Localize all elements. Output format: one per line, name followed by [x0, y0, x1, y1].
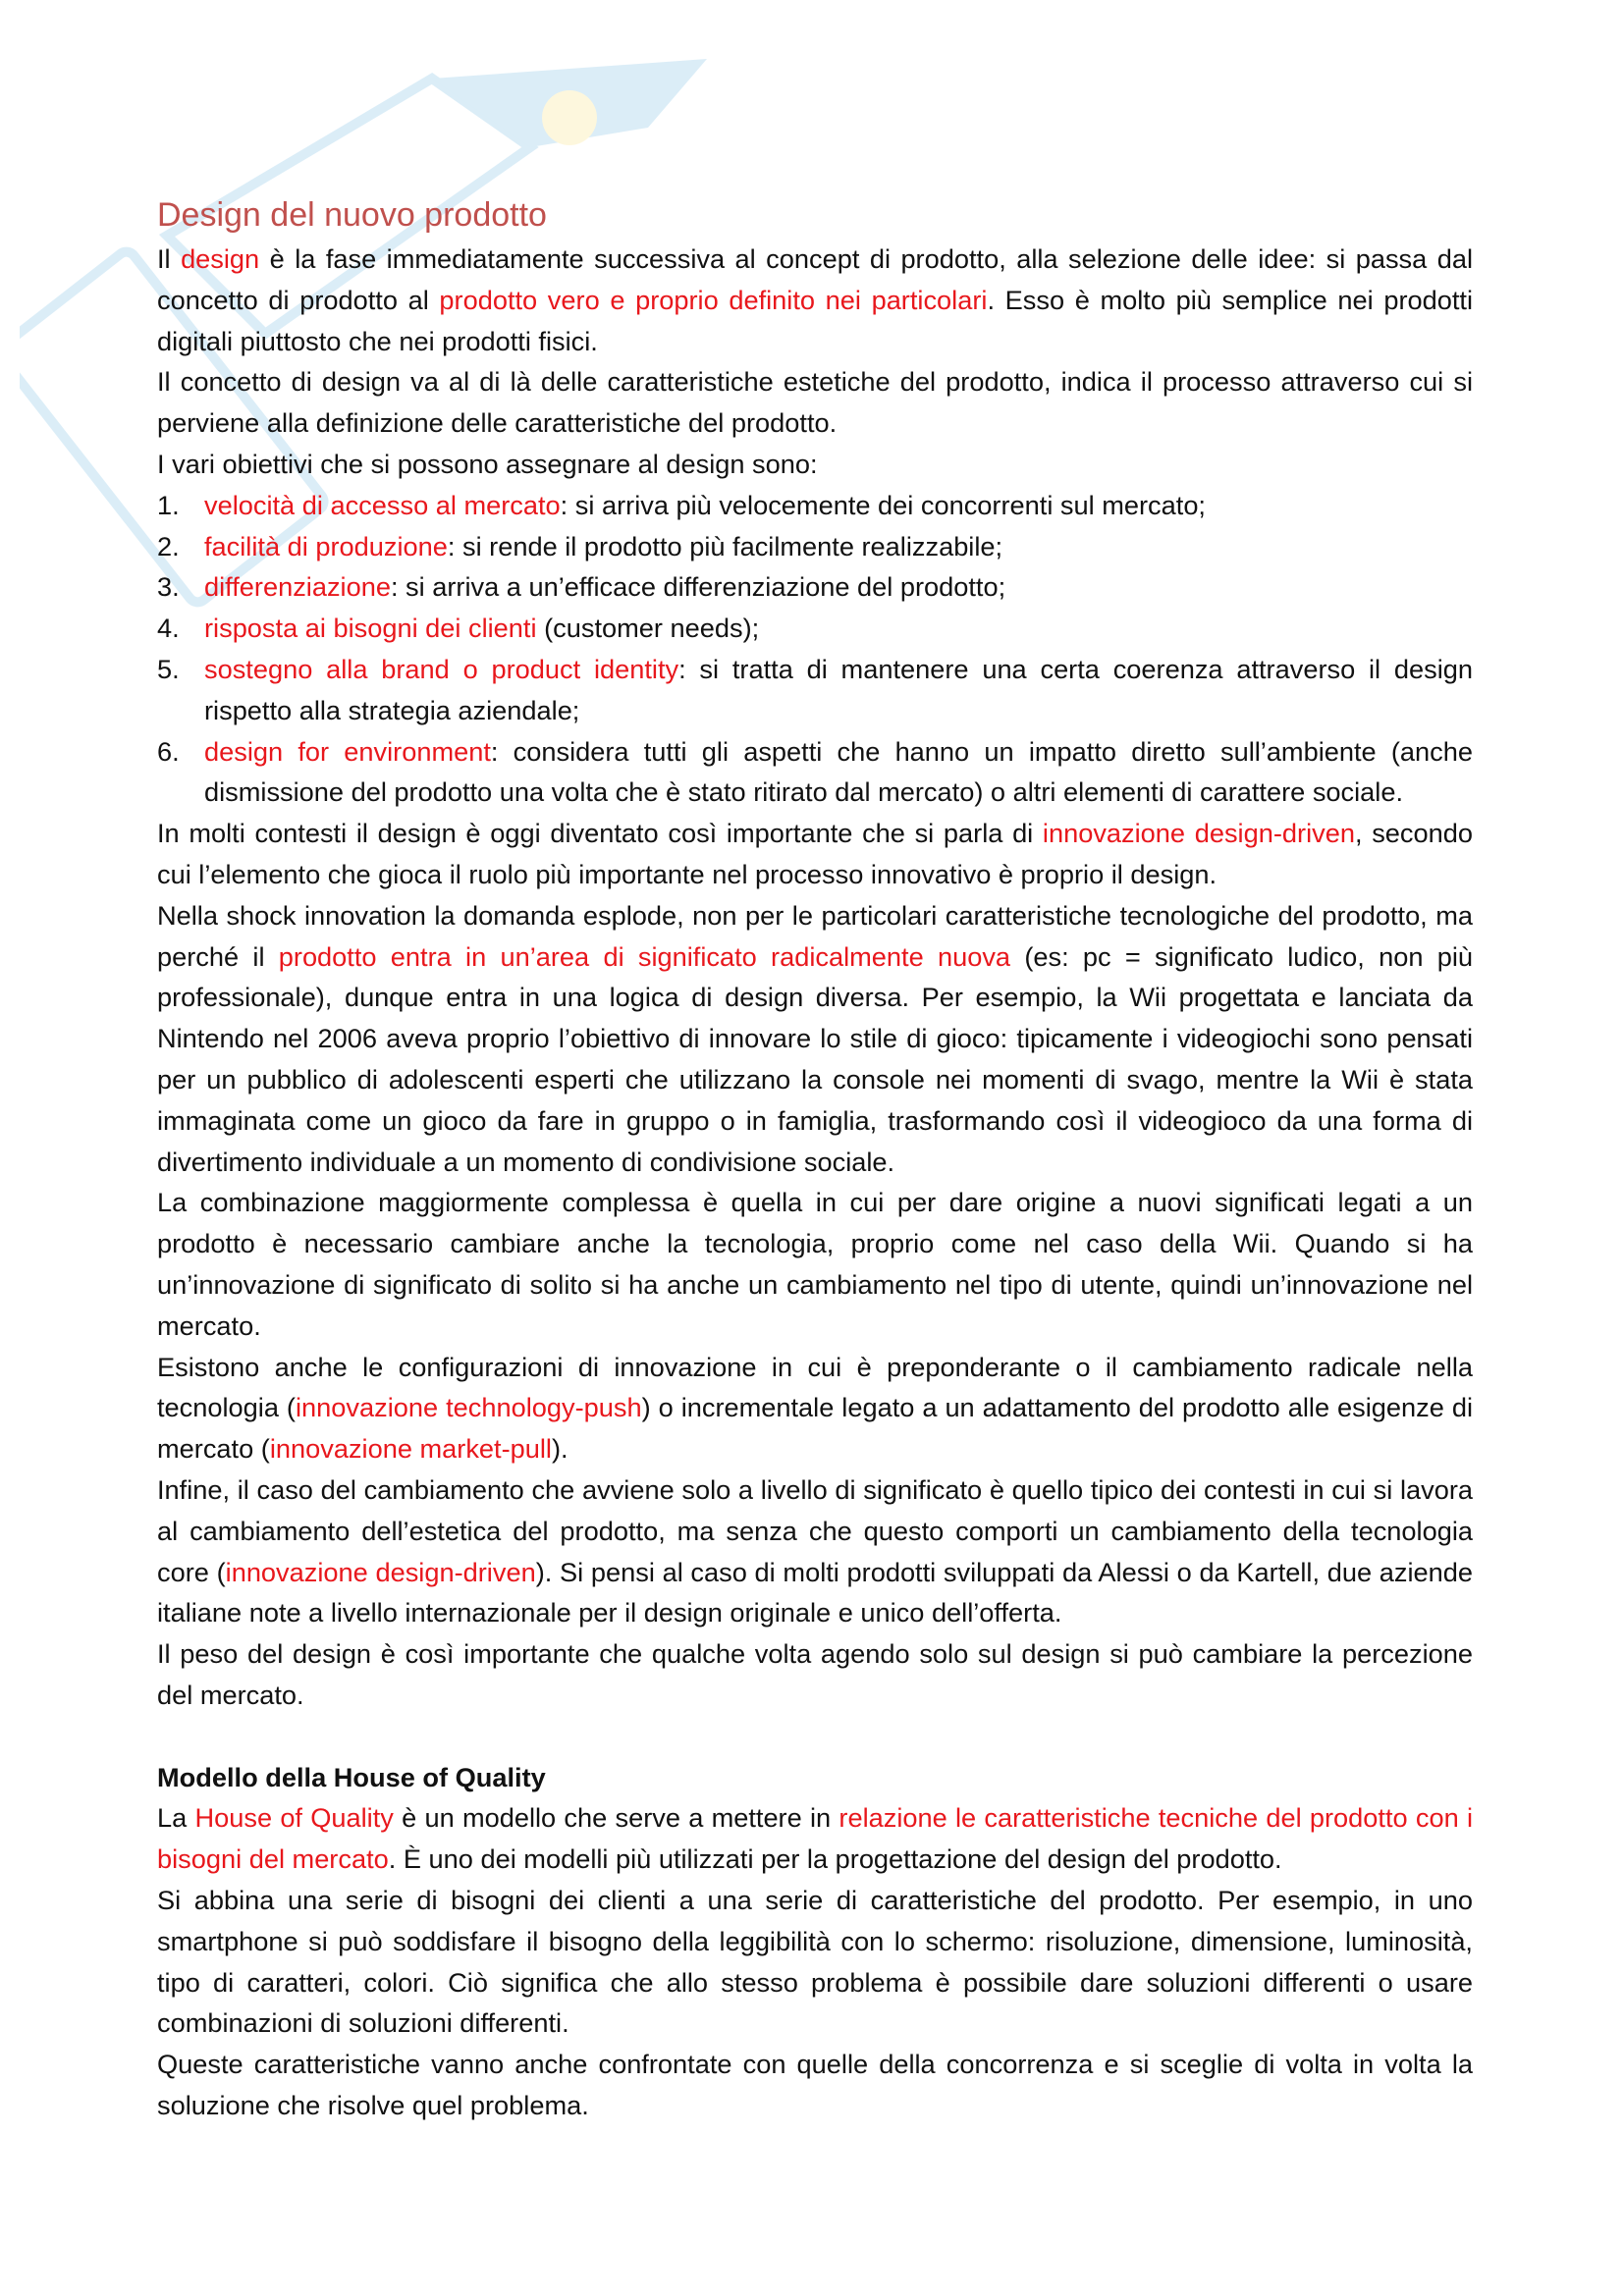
- text-run: . È uno dei modelli più utilizzati per la progettazione del design del prodotto.: [388, 1843, 1282, 1875]
- highlighted-term: innovazione market-pull: [269, 1433, 552, 1465]
- list-number: 3.: [157, 571, 180, 603]
- highlighted-term: prodotto entra in un’area di significato radicalmente nuova: [278, 940, 1011, 972]
- text-run: La: [157, 1802, 195, 1834]
- list-item: [157, 566, 1473, 608]
- text-run: è un modello che serve a mettere in: [393, 1802, 839, 1834]
- text-run: Il concetto di design va al di là delle caratteristiche estetiche del prodotto, indica il processo attraverso cui si perviene alla definizione delle caratteristiche del prodotto.: [157, 366, 1473, 439]
- paragraph: [157, 1797, 1473, 1880]
- list-item: [157, 526, 1473, 567]
- highlighted-term: relazione le caratteristiche tecniche del prodotto con i bisogni del mercato: [157, 1802, 1473, 1875]
- text-run: ).: [551, 1433, 568, 1465]
- paragraph: [157, 813, 1473, 895]
- highlighted-term: sostegno alla brand o product identity: [204, 653, 679, 684]
- list-number: 4.: [157, 613, 180, 644]
- paragraph: [157, 1469, 1473, 1633]
- paragraph: [157, 895, 1473, 1183]
- text-run: : si tratta di mantenere una certa coerenza attraverso il design rispetto alla strategia aziendale;: [204, 653, 1473, 725]
- text-run: In molti contesti il design è oggi diventato così importante che si parla di: [157, 818, 1043, 849]
- text-run: Si abbina una serie di bisogni dei clienti a una serie di caratteristiche del prodotto. Per esempio, in uno smartphone si può soddisfare il bisogno della leggibilità con lo schermo: risoluzione, dimensione, luminosità, tipo di caratteri, colori. Ciò significa che allo stesso problema è possibile dare soluzioni differenti o usare combinazioni di soluzioni differenti.: [157, 1885, 1473, 2039]
- highlighted-term: innovazione design-driven: [225, 1556, 536, 1587]
- paragraph: [157, 1182, 1473, 1346]
- paragraph: [157, 2044, 1473, 2126]
- text-run: Queste caratteristiche vanno anche confrontate con quelle della concorrenza e si sceglie di volta in volta la soluzione che risolve quel problema.: [157, 2049, 1473, 2121]
- text-run: è la fase immediatamente successiva al concept di prodotto, alla selezione delle idee: si passa dal concetto di prodotto al: [157, 243, 1474, 315]
- text-run: Il: [157, 243, 182, 274]
- section-title: Modello della House of Quality: [157, 1761, 546, 1792]
- highlighted-term: prodotto vero e proprio definito nei particolari: [439, 284, 988, 315]
- paragraph: [157, 1633, 1473, 1716]
- objectives-list: [157, 485, 1473, 813]
- paragraph: [157, 444, 1473, 485]
- list-number: 5.: [157, 653, 180, 684]
- highlighted-term: velocità di accesso al mercato: [204, 489, 561, 520]
- text-run: : si arriva a un’efficace differenziazione del prodotto;: [390, 571, 1006, 603]
- text-run: ). Si pensi al caso di molti prodotti sviluppati da Alessi o da Kartell, due aziende italiane note a livello internazionale per il design originale e unico dell’offerta.: [157, 1556, 1473, 1629]
- highlighted-term: design for environment: [204, 735, 491, 767]
- list-number: 6.: [157, 735, 180, 767]
- paragraph: [157, 239, 1473, 361]
- text-run: Nella shock innovation la domanda esplode, non per le particolari caratteristiche tecnologiche del prodotto, ma perché il: [157, 899, 1473, 972]
- text-run: La combinazione maggiormente complessa è quella in cui per dare origine a nuovi significati legati a un prodotto è necessario cambiare anche la tecnologia, proprio come nel caso della Wii. Quando si ha un’innovazione di significato di solito si ha anche un cambiamento nel tipo di utente, quindi un’innovazione nel mercato.: [157, 1187, 1473, 1341]
- highlighted-term: innovazione design-driven: [1042, 818, 1355, 849]
- list-text: [204, 531, 1002, 561]
- highlighted-term: design: [181, 243, 260, 274]
- list-text: [204, 736, 1473, 808]
- list-item: [157, 649, 1473, 731]
- text-run: . Esso è molto più semplice nei prodotti digitali piuttosto che nei prodotti fisici.: [157, 284, 1474, 356]
- highlighted-term: House of Quality: [194, 1802, 394, 1834]
- list-text: [204, 490, 1206, 520]
- list-text: [204, 571, 1005, 602]
- text-run: Infine, il caso del cambiamento che avviene solo a livello di significato è quello tipico dei contesti in cui si lavora al cambiamento dell’estetica del prodotto, ma senza che questo comporti un cambiamento della tecnologia core (: [157, 1473, 1473, 1587]
- text-run: Il peso del design è così importante che qualche volta agendo solo sul design si può cambiare la percezione del mercato.: [157, 1638, 1473, 1710]
- text-run: ) o incrementale legato a un adattamento del prodotto alle esigenze di mercato (: [157, 1392, 1473, 1465]
- paragraph: [157, 1347, 1473, 1469]
- list-item: [157, 731, 1473, 814]
- paragraph: [157, 361, 1473, 444]
- document-page: [157, 191, 1473, 2126]
- text-run: I vari obiettivi che si possono assegnare al design sono:: [157, 448, 818, 479]
- highlighted-term: innovazione technology-push: [295, 1392, 642, 1423]
- list-number: 2.: [157, 530, 180, 561]
- highlighted-term: facilità di produzione: [204, 530, 448, 561]
- list-number: 1.: [157, 489, 180, 520]
- paragraph: [157, 1880, 1473, 2044]
- list-item: [157, 608, 1473, 649]
- list-item: [157, 485, 1473, 526]
- page-title: Design del nuovo prodotto: [157, 196, 547, 234]
- highlighted-term: differenziazione: [204, 571, 391, 603]
- text-run: , secondo cui l’elemento che gioca il ruolo più importante nel processo innovativo è proprio il design.: [157, 818, 1473, 889]
- text-run: : si arriva più velocemente dei concorrenti sul mercato;: [560, 489, 1206, 520]
- spacer: [157, 1716, 1473, 1757]
- highlighted-term: risposta ai bisogni dei clienti: [204, 613, 537, 644]
- text-run: : considera tutti gli aspetti che hanno un impatto diretto sull’ambiente (anche dismissione del prodotto una volta che è stato ritirato dal mercato) o altri elementi di carattere sociale.: [204, 735, 1474, 808]
- text-run: : si rende il prodotto più facilmente realizzabile;: [447, 530, 1003, 561]
- text-run: (customer needs);: [536, 613, 760, 644]
- list-text: [204, 613, 759, 643]
- text-run: Esistono anche le configurazioni di innovazione in cui è preponderante o il cambiamento radicale nella tecnologia (: [157, 1351, 1473, 1423]
- list-text: [204, 654, 1473, 725]
- text-run: (es: pc = significato ludico, non più professionale), dunque entra in una logica di design diversa. Per esempio, la Wii progettata e lanciata da Nintendo nel 2006 aveva proprio l’obiettivo di innovare lo stile di gioco: tipicamente i videogiochi sono pensati per un pubblico di adolescenti esperti che utilizzano la console nei momenti di svago, mentre la Wii è stata immaginata come un gioco da fare in gruppo o in famiglia, trasformando così il videogioco da una forma di divertimento individuale a un momento di condivisione sociale.: [157, 940, 1473, 1177]
